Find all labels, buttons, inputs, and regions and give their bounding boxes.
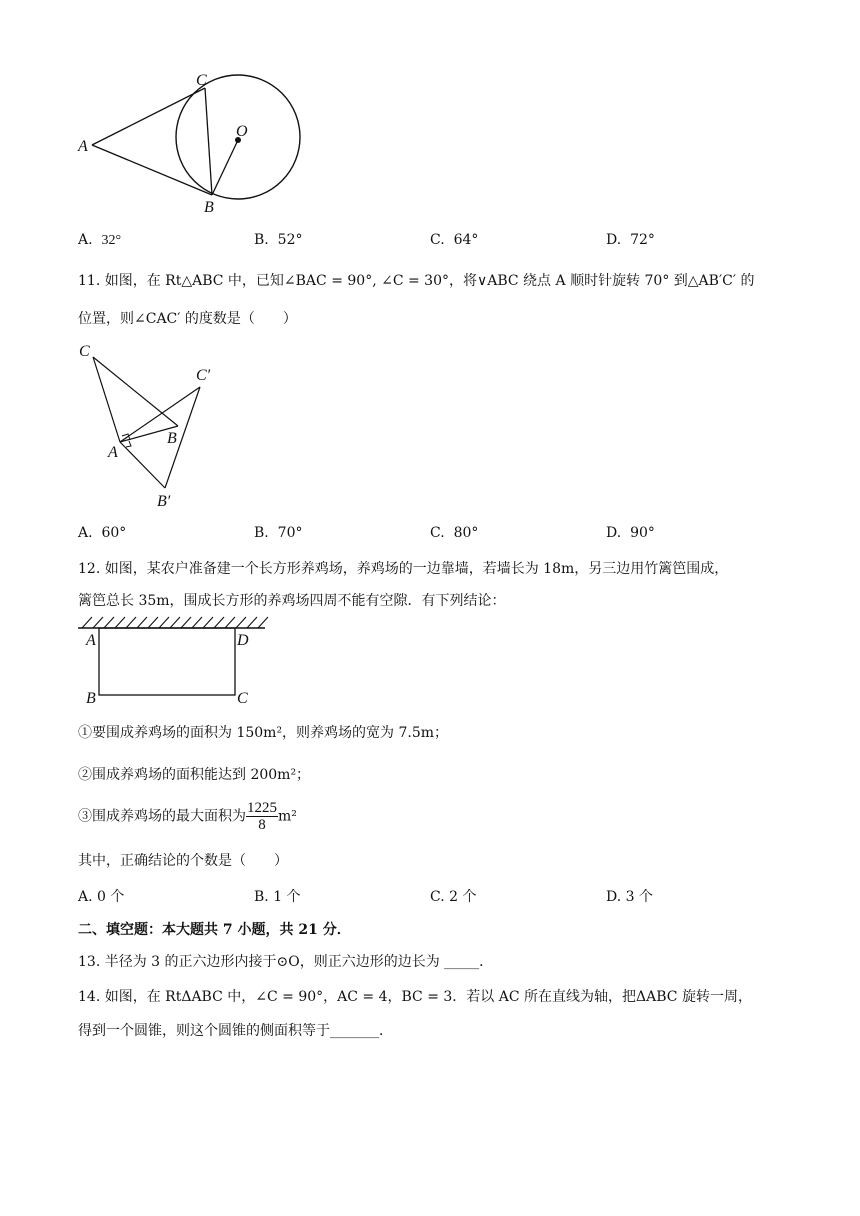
hatch-mark (214, 617, 224, 628)
label-b: B (167, 430, 177, 447)
q12-text-line2: 篱笆总长 35m，围成长方形的养鸡场四周不能有空隙．有下列结论： (78, 593, 506, 609)
hatch-mark (148, 617, 158, 628)
choice-b[interactable]: B. 52° (254, 232, 303, 248)
q14-text-line2: 得到一个圆锥，则这个圆锥的侧面积等于_______． (78, 1023, 393, 1039)
statement-3-prefix: ③围成养鸡场的最大面积为 (78, 808, 246, 825)
statement-3-unit: m² (278, 808, 297, 825)
q12-statement-1: ①要围成养鸡场的面积为 150m²，则养鸡场的宽为 7.5m； (78, 725, 449, 741)
hatch-mark (236, 617, 246, 628)
hatch-mark (181, 617, 191, 628)
hatch-mark (137, 617, 147, 628)
q13-text: 13. 半径为 3 的正六边形内接于⊙O，则正六边形的边长为 _____． (78, 954, 494, 970)
label-a: A (108, 444, 118, 461)
q14-text-line1: 14. 如图，在 RtΔABC 中，∠C = 90°，AC = 4，BC = 3．若以 AC 所在直线为轴，把ΔABC 旋转一周， (78, 989, 752, 1005)
hatch-mark (93, 617, 103, 628)
wall-hatching (82, 617, 268, 628)
hatch-mark (203, 617, 213, 628)
hatch-mark (192, 617, 202, 628)
label-a: A (78, 138, 88, 155)
choice-b[interactable]: B. 70° (254, 525, 303, 541)
choice-b[interactable]: B. 1 个 (254, 889, 301, 905)
choice-d[interactable]: D. 90° (606, 525, 655, 541)
label-d: D (237, 632, 249, 649)
q11-text-line2: 位置，则∠CAC′ 的度数是（ ） (78, 311, 297, 327)
hatch-mark (247, 617, 257, 628)
q12-ask: 其中，正确结论的个数是（ ） (78, 853, 288, 869)
label-a: A (86, 632, 96, 649)
choice-d[interactable]: D. 3 个 (606, 889, 653, 905)
choice-a[interactable]: A. 32° (78, 232, 122, 248)
hatch-mark (82, 617, 92, 628)
hatch-mark (159, 617, 169, 628)
fraction: $\frac{1225}{8}$ (247, 800, 277, 833)
hatch-mark (115, 617, 125, 628)
choice-c[interactable]: C. 2 个 (430, 889, 477, 905)
choice-c[interactable]: C. 64° (430, 232, 479, 248)
choice-c[interactable]: C. 80° (430, 525, 479, 541)
label-o: O (236, 123, 248, 140)
label-b: B (204, 199, 214, 216)
label-c: C (196, 72, 207, 89)
hatch-mark (258, 617, 268, 628)
label-c: C (237, 690, 248, 707)
label-bp: B′ (157, 493, 171, 510)
section-heading: 二、填空题：本大题共 7 小题，共 21 分． (78, 922, 351, 938)
label-b: B (86, 690, 96, 707)
q11-text-line1: 11. 如图，在 Rt△ABC 中，已知∠BAC = 90°, ∠C = 30°，将∨ABC 绕点 A 顺时针旋转 70° 到△AB′C′ 的 (78, 273, 755, 289)
hatch-mark (104, 617, 114, 628)
hatch-mark (126, 617, 136, 628)
q12-text-line1: 12. 如图，某农户准备建一个长方形养鸡场，养鸡场的一边靠墙，若墙长为 18m，另三边用竹篱笆围成， (78, 561, 729, 577)
hatch-mark (225, 617, 235, 628)
hatch-mark (170, 617, 180, 628)
coop-rectangle (99, 628, 235, 695)
label-c: C (79, 343, 90, 360)
choice-a[interactable]: A. 60° (78, 525, 127, 541)
label-cp: C′ (196, 367, 211, 384)
q12-statement-3 (78, 800, 297, 833)
q12-statement-2: ②围成养鸡场的面积能达到 200m²； (78, 767, 311, 783)
choice-a[interactable]: A. 0 个 (78, 889, 125, 905)
choice-d[interactable]: D. 72° (606, 232, 655, 248)
